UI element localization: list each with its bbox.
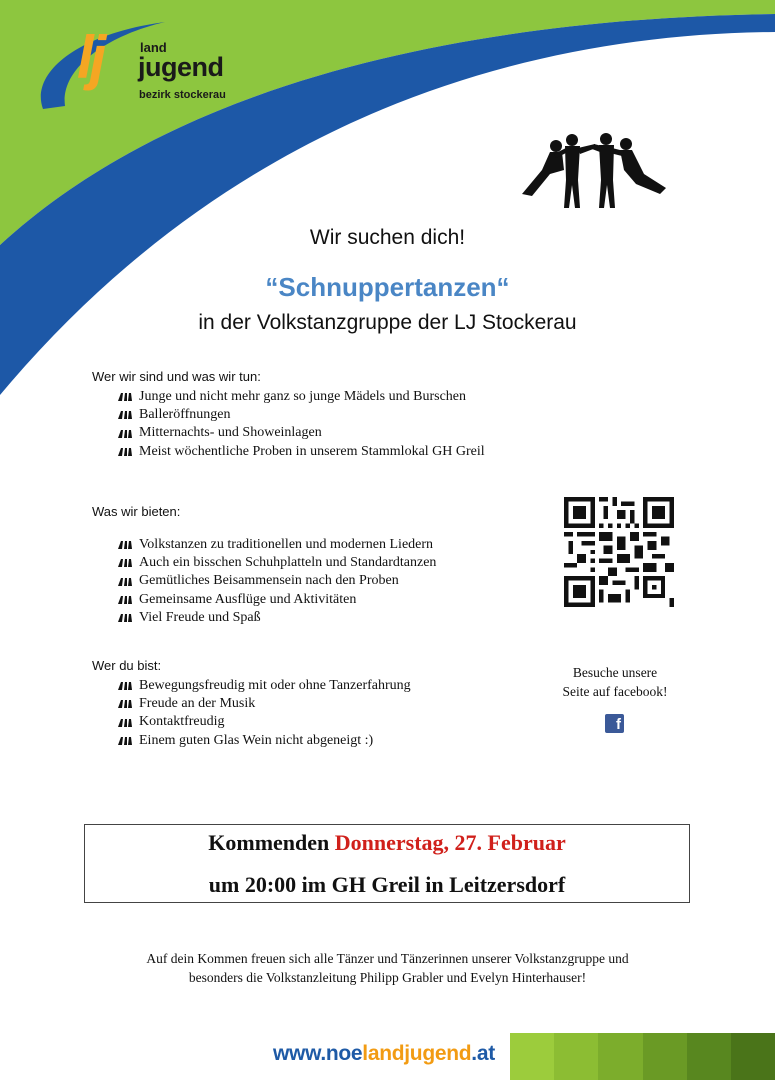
list-item-text: Junge und nicht mehr ganz so junge Mädels und Burschen bbox=[139, 389, 466, 404]
logo-land: land bbox=[140, 40, 167, 55]
dancers-silhouette bbox=[520, 130, 670, 210]
dancer-bullet-icon bbox=[117, 699, 133, 709]
list-item bbox=[117, 406, 485, 424]
list-item-text: Balleröffnungen bbox=[139, 407, 231, 423]
list-item-text: Mitternachts- und Showeinlagen bbox=[139, 425, 322, 441]
list-item-text: Meist wöchentliche Proben in unserem Stammlokal GH Greil bbox=[139, 443, 485, 459]
dancer-bullet-icon bbox=[117, 392, 133, 402]
dancer-bullet-icon bbox=[117, 558, 133, 568]
list-item bbox=[117, 443, 485, 461]
list-item bbox=[117, 695, 411, 713]
logo-lj: lj bbox=[77, 24, 103, 91]
dancer-bullet-icon bbox=[117, 410, 133, 420]
dancer-bullet-icon bbox=[117, 613, 133, 623]
list-item-text: Freude an der Musik bbox=[139, 696, 256, 712]
dancer-bullet-icon bbox=[117, 429, 133, 439]
list-item-text: Viel Freude und Spaß bbox=[139, 609, 261, 625]
subtitle: in der Volkstanzgruppe der LJ Stockerau bbox=[198, 311, 577, 334]
logo-bezirk: bezirk stockerau bbox=[139, 89, 226, 101]
section-who-you-are-label: Wer du bist: bbox=[92, 658, 162, 673]
dancer-bullet-icon bbox=[117, 736, 133, 746]
facebook-note bbox=[540, 663, 690, 701]
qr-code[interactable] bbox=[564, 497, 674, 607]
title: “Schnuppertanzen“ bbox=[265, 272, 510, 302]
section-who-we-are-list bbox=[117, 388, 485, 461]
list-item bbox=[117, 591, 436, 609]
list-item bbox=[117, 572, 436, 590]
list-item bbox=[117, 424, 485, 442]
footer-url-prefix: www.noe bbox=[273, 1042, 363, 1065]
dancer-bullet-icon bbox=[117, 595, 133, 605]
list-item bbox=[117, 732, 411, 750]
section-what-we-offer-list bbox=[117, 536, 436, 627]
dancer-bullet-icon bbox=[117, 681, 133, 691]
list-item bbox=[117, 388, 485, 406]
list-item-text: Volkstanzen zu traditionellen und modernen Liedern bbox=[139, 537, 434, 552]
footer-green-blocks bbox=[510, 1033, 775, 1080]
list-item bbox=[117, 713, 411, 731]
event-date-line bbox=[85, 830, 689, 856]
facebook-line1: Besuche unsere bbox=[572, 665, 658, 680]
headline: Wir suchen dich! bbox=[309, 226, 466, 249]
event-prefix: Kommenden bbox=[208, 830, 330, 855]
list-item-text: Bewegungsfreudig mit oder ohne Tanzerfahrung bbox=[139, 678, 411, 693]
dancer-bullet-icon bbox=[117, 577, 133, 587]
section-who-you-are-list bbox=[117, 677, 411, 750]
section-what-we-offer-label: Was wir bieten: bbox=[92, 504, 181, 519]
closing-line1: Auf dein Kommen freuen sich alle Tänzer und Tänzerinnen unserer Volkstanzgruppe und bbox=[146, 951, 629, 966]
footer-url[interactable] bbox=[273, 1042, 495, 1066]
footer-url-mid: landjugend bbox=[362, 1042, 472, 1065]
list-item-text: Gemütliches Beisammensein nach den Proben bbox=[139, 573, 399, 589]
section-who-we-are-label: Wer wir sind und was wir tun: bbox=[92, 369, 261, 384]
list-item-text: Gemeinsame Ausflüge und Aktivitäten bbox=[139, 591, 357, 607]
list-item-text: Kontaktfreudig bbox=[139, 714, 225, 730]
logo bbox=[35, 14, 245, 124]
facebook-line2: Seite auf facebook! bbox=[562, 684, 668, 699]
closing-line2: besonders die Volkstanzleitung Philipp Grabler und Evelyn Hinterhauser! bbox=[188, 970, 587, 985]
list-item bbox=[117, 677, 411, 695]
list-item bbox=[117, 554, 436, 572]
event-time-location: um 20:00 im GH Greil in Leitzersdorf bbox=[208, 872, 566, 897]
list-item bbox=[117, 536, 436, 554]
list-item-text: Auch ein bisschen Schuhplatteln und Standardtanzen bbox=[139, 555, 437, 571]
dancer-bullet-icon bbox=[117, 718, 133, 728]
dancer-bullet-icon bbox=[117, 540, 133, 550]
list-item bbox=[117, 609, 436, 627]
facebook-icon[interactable]: f bbox=[605, 714, 624, 733]
dancer-bullet-icon bbox=[117, 447, 133, 457]
event-box bbox=[84, 824, 690, 903]
event-date: Donnerstag, 27. Februar bbox=[334, 830, 566, 855]
footer-url-suffix: .at bbox=[471, 1042, 495, 1065]
logo-jugend: jugend bbox=[138, 52, 224, 82]
list-item-text: Einem guten Glas Wein nicht abgeneigt :) bbox=[139, 732, 374, 748]
